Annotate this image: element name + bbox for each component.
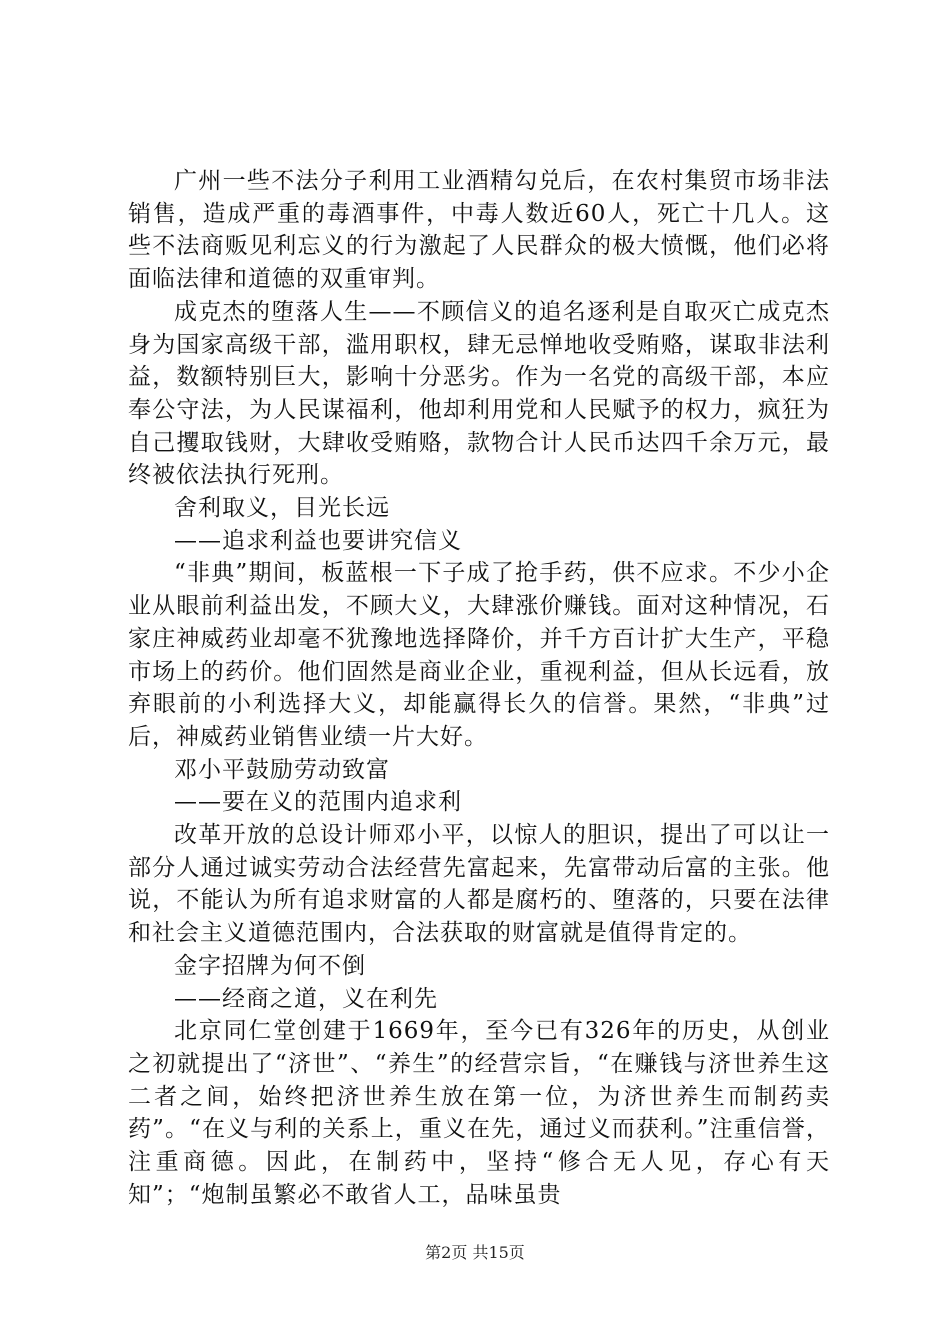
heading-sheli-quyi: 舍利取义，目光长远 (174, 495, 390, 522)
heading-golden-sign: 金字招牌为何不倒 (174, 952, 366, 979)
heading-deng-xiaoping: 邓小平鼓励劳动致富 (174, 756, 390, 783)
paragraph-reform-opening: 改革开放的总设计师邓小平，以惊人的胆识，提出了可以让一部分人通过诚实劳动合法经营先富起来，先富带动后富的主张。他说，不能认为所有追求财富的人都是腐朽的、堕落的，只要在法律和社会主义道德范围内，合法获取的财富就是值得肯定的。 (128, 822, 830, 947)
subheading-sheli-quyi: ——追求利益也要讲究信义 (174, 527, 462, 554)
page-number-footer: 第2页 共15页 (425, 1243, 525, 1262)
paragraph-cheng-kejie: 成克杰的堕落人生——不顾信义的追名逐利是自取灭亡成克杰身为国家高级干部，滥用职权，肆无忌惮地收受贿赂，谋取非法利益，数额特别巨大，影响十分恶劣。作为一名党的高级干部，本应奉公守法，为人民谋福利，他却利用党和人民赋予的权力，疯狂为自己攫取钱财，大肆收受贿赂，款物合计人民币达四千余万元，最终被依法执行死刑。 (128, 298, 830, 489)
document-body (128, 165, 830, 1212)
subheading-golden-sign: ——经商之道，义在利先 (174, 985, 438, 1012)
paragraph-poison-liquor: 广州一些不法分子利用工业酒精勾兑后，在农村集贸市场非法销售，造成严重的毒酒事件，中毒人数近60人，死亡十几人。这些不法商贩见利忘义的行为激起了人民群众的极大愤慨，他们必将面临法律和道德的双重审判。 (128, 168, 830, 293)
subheading-deng-xiaoping: ——要在义的范围内追求利 (174, 789, 462, 816)
paragraph-sars-shenwei: “非典”期间，板蓝根一下子成了抢手药，供不应求。不少小企业从眼前利益出发，不顾大义，大肆涨价赚钱。面对这种情况，石家庄神威药业却毫不犹豫地选择降价，并千方百计扩大生产，平稳市场上的药价。他们固然是商业企业，重视利益，但从长远看，放弃眼前的小利选择大义，却能赢得长久的信誉。果然，“非典”过后，神威药业销售业绩一片大好。 (128, 560, 830, 750)
paragraph-tongrentang: 北京同仁堂创建于1669年，至今已有326年的历史，从创业之初就提出了“济世”、“养生”的经营宗旨，“在赚钱与济世养生这二者之间，始终把济世养生放在第一位，为济世养生而制药卖药”。“在义与利的关系上，重义在先，通过义而获利。”注重信誉，注重商德。因此，在制药中，坚持“修合无人见，存心有天知”；“炮制虽繁必不敢省人工，品味虽贵 (128, 1018, 830, 1208)
